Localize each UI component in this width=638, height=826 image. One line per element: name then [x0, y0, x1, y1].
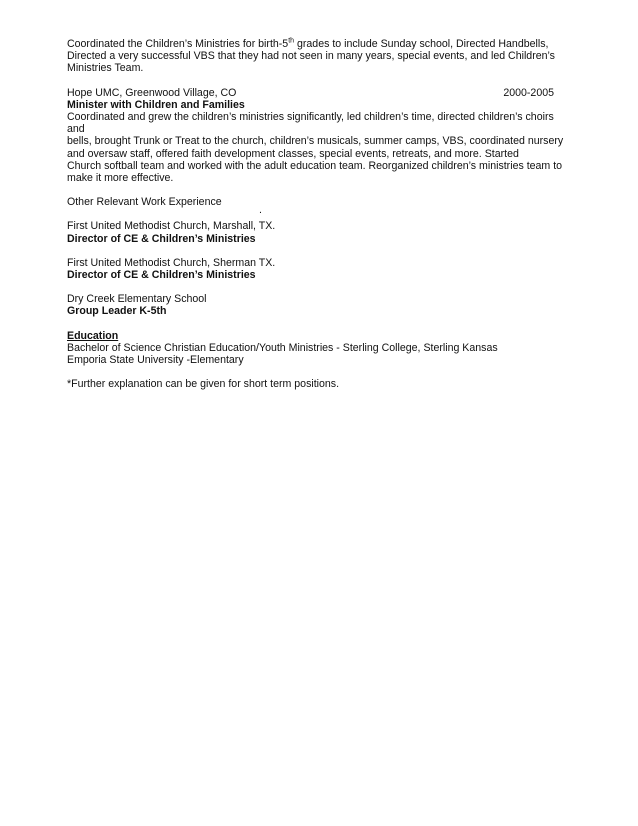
- job-title: Director of CE & Children’s Ministries: [67, 269, 256, 282]
- employer-name: Dry Creek Elementary School: [67, 293, 207, 306]
- superscript: th: [288, 37, 295, 45]
- children-ministries-section: [67, 38, 572, 75]
- employment-dates: 2000-2005: [503, 86, 554, 99]
- job-entry: [67, 257, 572, 281]
- education-section: [67, 330, 572, 367]
- body-line: bells, brought Trunk or Treat to the church, children’s musicals, summer camps, VBS, coordinated nursery: [67, 135, 564, 148]
- spacer: [67, 245, 572, 257]
- employer-name: First United Methodist Church, Sherman TX.: [67, 256, 276, 269]
- section-heading-education: Education: [67, 329, 119, 342]
- body-line: Coordinated and grew the children’s ministries significantly, led children’s time, directed children’s choirs and: [67, 111, 554, 136]
- body-line: Ministries Team.: [67, 62, 144, 75]
- body-line: Church softball team and worked with the adult education team. Reorganized children’s ministries team to: [67, 159, 563, 172]
- text-fragment: Coordinated the Children’s Ministries for birth-5: [67, 38, 289, 50]
- section-heading-other-experience: Other Relevant Work Experience: [67, 196, 222, 209]
- body-line: and oversaw staff, offered faith development classes, special events, retreats, and more. Started: [67, 147, 519, 160]
- body-line: make it more effective.: [67, 172, 174, 185]
- education-line: Emporia State University -Elementary: [67, 354, 244, 367]
- resume-page: [67, 38, 572, 390]
- job-entry: [67, 293, 572, 317]
- spacer: [67, 366, 572, 378]
- job-title: Minister with Children and Families: [67, 98, 245, 111]
- spacer: [67, 75, 572, 87]
- footnote: *Further explanation can be given for short term positions.: [67, 378, 340, 391]
- job-title: Director of CE & Children’s Ministries: [67, 232, 256, 245]
- employer-name: First United Methodist Church, Marshall, TX.: [67, 220, 276, 233]
- text-fragment: grades to include Sunday school, Directed Handbells,: [294, 38, 549, 50]
- body-line: [67, 38, 572, 50]
- spacer: [67, 184, 572, 196]
- job-entry: [67, 220, 572, 244]
- dot-mark: .: [259, 204, 262, 217]
- spacer: [67, 281, 572, 293]
- hope-umc-section: [67, 87, 572, 185]
- body-line: Directed a very successful VBS that they had not seen in many years, special events, and led Children’s: [67, 50, 555, 63]
- spacer: [67, 318, 572, 330]
- job-title: Group Leader K-5th: [67, 305, 167, 318]
- employer-name: Hope UMC, Greenwood Village, CO: [67, 86, 237, 99]
- education-line: Bachelor of Science Christian Education/Youth Ministries - Sterling College, Sterling Kansas: [67, 341, 498, 354]
- employer-row: [67, 87, 572, 99]
